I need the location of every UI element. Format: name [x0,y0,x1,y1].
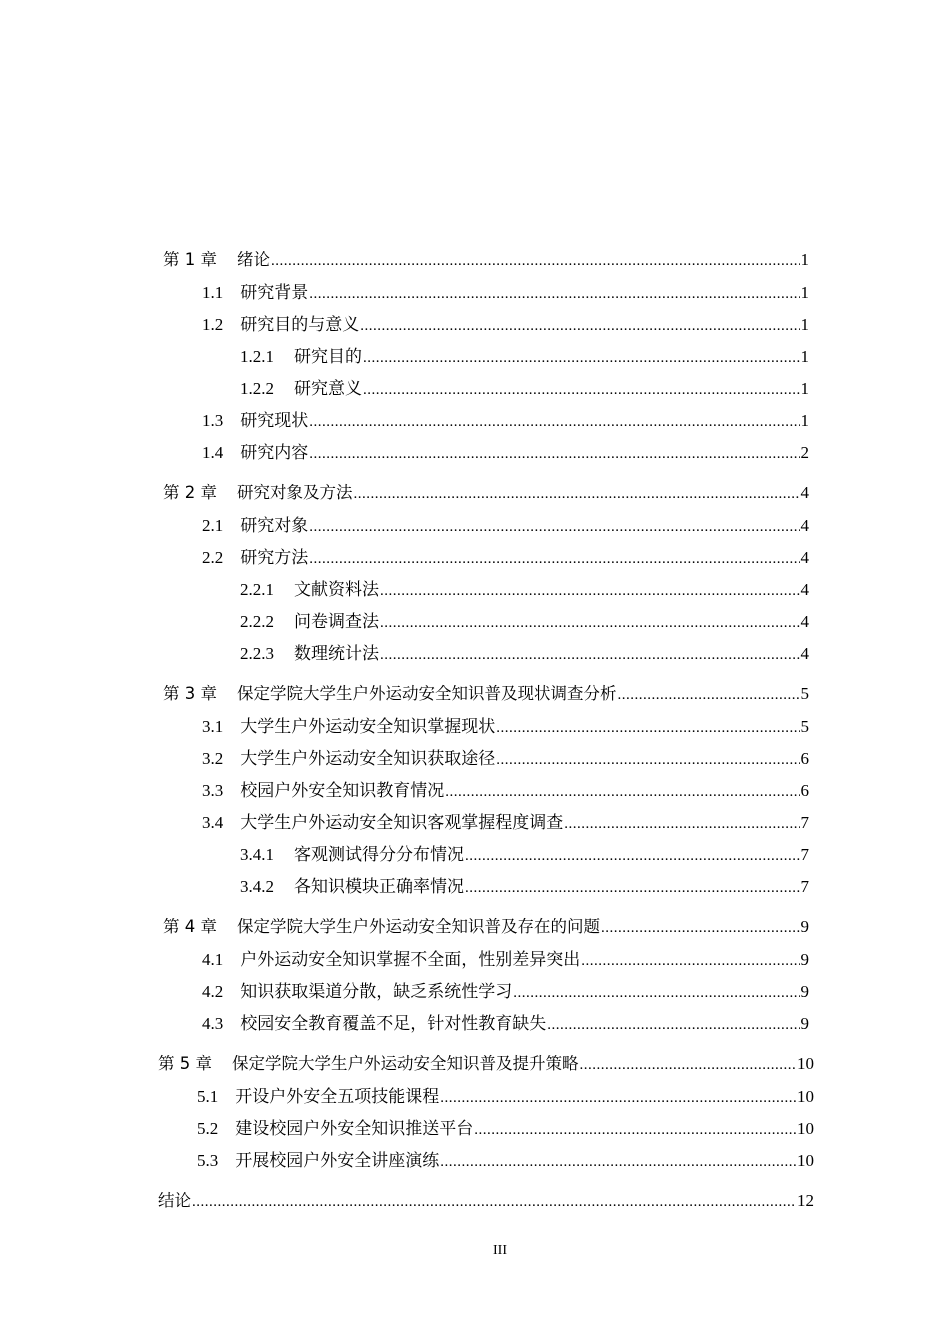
toc-section-entry[interactable] [240,607,809,633]
toc-page-number: 1 [800,283,809,302]
toc-section-entry[interactable] [240,575,809,601]
toc-section-entry[interactable] [202,278,809,304]
dot-leader [465,848,800,865]
dot-leader [363,382,800,399]
toc-entry-number: 1.4 [202,443,224,462]
toc-entry-title: 开展校园户外安全讲座演练 [235,1151,440,1170]
toc-chapter-entry[interactable] [163,479,809,505]
toc-page-number: 9 [800,982,809,1001]
toc-chapter-entry[interactable] [163,913,809,939]
toc-chapter-entry[interactable] [158,1050,814,1076]
dot-leader [440,1090,796,1107]
toc-page-number: 1 [800,250,809,269]
toc-entry-title: 校园户外安全知识教育情况 [240,781,445,800]
toc-entry-number: 第 1 章 [163,250,217,269]
dot-leader [309,286,799,303]
toc-section-entry[interactable] [202,511,809,537]
toc-entry-number: 2.2.1 [240,580,274,599]
dot-leader [363,350,800,367]
toc-page-number: 1 [800,347,809,366]
toc-entry-title: 校园安全教育覆盖不足，针对性教育缺失 [240,1014,547,1033]
toc-page-number: 9 [800,917,809,936]
toc-entry-number: 5.3 [197,1151,219,1170]
toc-entry-number: 3.2 [202,749,224,768]
dot-leader [380,615,800,632]
dot-leader [309,414,799,431]
toc-page-number: 1 [800,379,809,398]
toc-section-entry[interactable] [202,744,809,770]
toc-page-number: 4 [800,483,809,502]
toc-section-entry[interactable] [202,406,809,432]
toc-entry-number: 1.2.1 [240,347,274,366]
dot-leader [496,752,799,769]
toc-entry-title: 研究对象及方法 [237,483,353,502]
toc-section-entry[interactable] [240,374,809,400]
toc-entry-number: 2.2.3 [240,644,274,663]
toc-section-entry[interactable] [197,1114,814,1140]
toc-entry-title: 问卷调查法 [294,612,379,631]
dot-leader [465,880,800,897]
toc-page-number: 10 [797,1054,814,1073]
toc-entry-title: 保定学院大学生户外运动安全知识普及现状调查分析 [237,684,617,703]
toc-chapter-entry[interactable] [163,246,809,272]
toc-section-entry[interactable] [240,872,809,898]
dot-leader [496,720,799,737]
toc-entry-title: 保定学院大学生户外运动安全知识普及存在的问题 [237,917,600,936]
toc-entry-title: 各知识模块正确率情况 [294,877,464,896]
toc-entry-title: 保定学院大学生户外运动安全知识普及提升策略 [232,1054,579,1073]
toc-entry-number: 1.1 [202,283,224,302]
dot-leader [380,583,800,600]
page-number: III [493,1243,507,1258]
toc-entry-number: 1.3 [202,411,224,430]
toc-page-number: 4 [800,548,809,567]
dot-leader [445,784,799,801]
toc-entry-number: 1.2 [202,315,224,334]
toc-page-number: 4 [800,580,809,599]
toc-page-number: 4 [800,516,809,535]
dot-leader [474,1122,796,1139]
toc-page-number: 6 [800,749,809,768]
dot-leader [547,1017,799,1034]
toc-page-number: 4 [800,612,809,631]
toc-entry-title: 客观测试得分分布情况 [294,845,464,864]
dot-leader [580,1057,797,1074]
toc-entry-number: 4.3 [202,1014,224,1033]
toc-entry-title: 研究对象 [240,516,309,535]
toc-page-number: 10 [797,1151,814,1170]
toc-entry-number: 2.2 [202,548,224,567]
toc-entry-number: 4.2 [202,982,224,1001]
toc-entry-title: 文献资料法 [294,580,379,599]
toc-entry-title: 结论 [158,1191,191,1210]
toc-entry-title: 研究意义 [294,379,362,398]
toc-entry-number: 3.3 [202,781,224,800]
toc-entry-title: 研究方法 [240,548,309,567]
toc-entry-number: 3.1 [202,717,224,736]
toc-section-entry[interactable] [202,543,809,569]
dot-leader [309,519,799,536]
toc-entry-title: 研究内容 [240,443,309,462]
toc-section-entry[interactable] [202,438,809,464]
dot-leader [271,253,800,270]
toc-chapter-entry[interactable] [158,1187,814,1213]
toc-entry-number: 3.4.2 [240,877,274,896]
toc-entry-title: 大学生户外运动安全知识客观掌握程度调查 [240,813,564,832]
dot-leader [360,318,799,335]
toc-page-number: 7 [800,813,809,832]
toc-section-entry[interactable] [202,712,809,738]
toc-page-number: 10 [797,1119,814,1138]
toc-section-entry[interactable] [240,840,809,866]
dot-leader [192,1194,796,1211]
toc-entry-title: 研究背景 [240,283,309,302]
toc-entry-number: 3.4.1 [240,845,274,864]
dot-leader [309,551,799,568]
toc-section-entry[interactable] [240,342,809,368]
toc-entry-number: 3.4 [202,813,224,832]
toc-entry-title: 研究现状 [240,411,309,430]
toc-entry-number: 5.1 [197,1087,219,1106]
toc-entry-title: 大学生户外运动安全知识掌握现状 [240,717,496,736]
toc-page-number: 5 [800,717,809,736]
toc-entry-title: 研究目的 [294,347,362,366]
toc-entry-number: 第 5 章 [158,1054,212,1073]
toc-page-number: 7 [800,845,809,864]
dot-leader [513,985,799,1002]
toc-section-entry[interactable] [197,1146,814,1172]
toc-page-number: 5 [800,684,809,703]
toc-entry-title: 大学生户外运动安全知识获取途径 [240,749,496,768]
toc-page-number: 4 [800,644,809,663]
dot-leader [618,687,800,704]
toc-entry-title: 研究目的与意义 [240,315,360,334]
toc-entry-number: 4.1 [202,950,224,969]
dot-leader [581,953,799,970]
toc-page-number: 7 [800,877,809,896]
toc-page-number: 10 [797,1087,814,1106]
toc-entry-title: 知识获取渠道分散，缺乏系统性学习 [240,982,513,1001]
toc-page-number: 1 [800,411,809,430]
toc-page-number: 12 [797,1191,814,1210]
toc-section-entry[interactable] [202,808,809,834]
toc-page-number: 9 [800,950,809,969]
toc-entry-title: 建设校园户外安全知识推送平台 [235,1119,474,1138]
toc-section-entry[interactable] [202,310,809,336]
toc-page-number: 6 [800,781,809,800]
toc-section-entry[interactable] [240,639,809,665]
toc-section-entry[interactable] [202,1009,809,1035]
dot-leader [564,816,799,833]
toc-chapter-entry[interactable] [163,680,809,706]
toc-section-entry[interactable] [202,977,809,1003]
toc-entry-number: 第 3 章 [163,684,217,703]
toc-page-number: 2 [800,443,809,462]
toc-entry-number: 第 2 章 [163,483,217,502]
dot-leader [354,486,800,503]
toc-section-entry[interactable] [197,1082,814,1108]
dot-leader [380,647,800,664]
toc-entry-number: 第 4 章 [163,917,217,936]
dot-leader [601,920,800,937]
toc-entry-title: 开设户外安全五项技能课程 [235,1087,440,1106]
toc-entry-number: 2.1 [202,516,224,535]
toc-entry-title: 数理统计法 [294,644,379,663]
toc-entry-number: 5.2 [197,1119,219,1138]
toc-page-number: 9 [800,1014,809,1033]
toc-entry-title: 绪论 [237,250,270,269]
toc-page-number: 1 [800,315,809,334]
toc-section-entry[interactable] [202,945,809,971]
toc-entry-number: 1.2.2 [240,379,274,398]
dot-leader [440,1154,796,1171]
toc-entry-number: 2.2.2 [240,612,274,631]
toc-entry-title: 户外运动安全知识掌握不全面，性别差异突出 [240,950,581,969]
toc-section-entry[interactable] [202,776,809,802]
dot-leader [309,446,799,463]
